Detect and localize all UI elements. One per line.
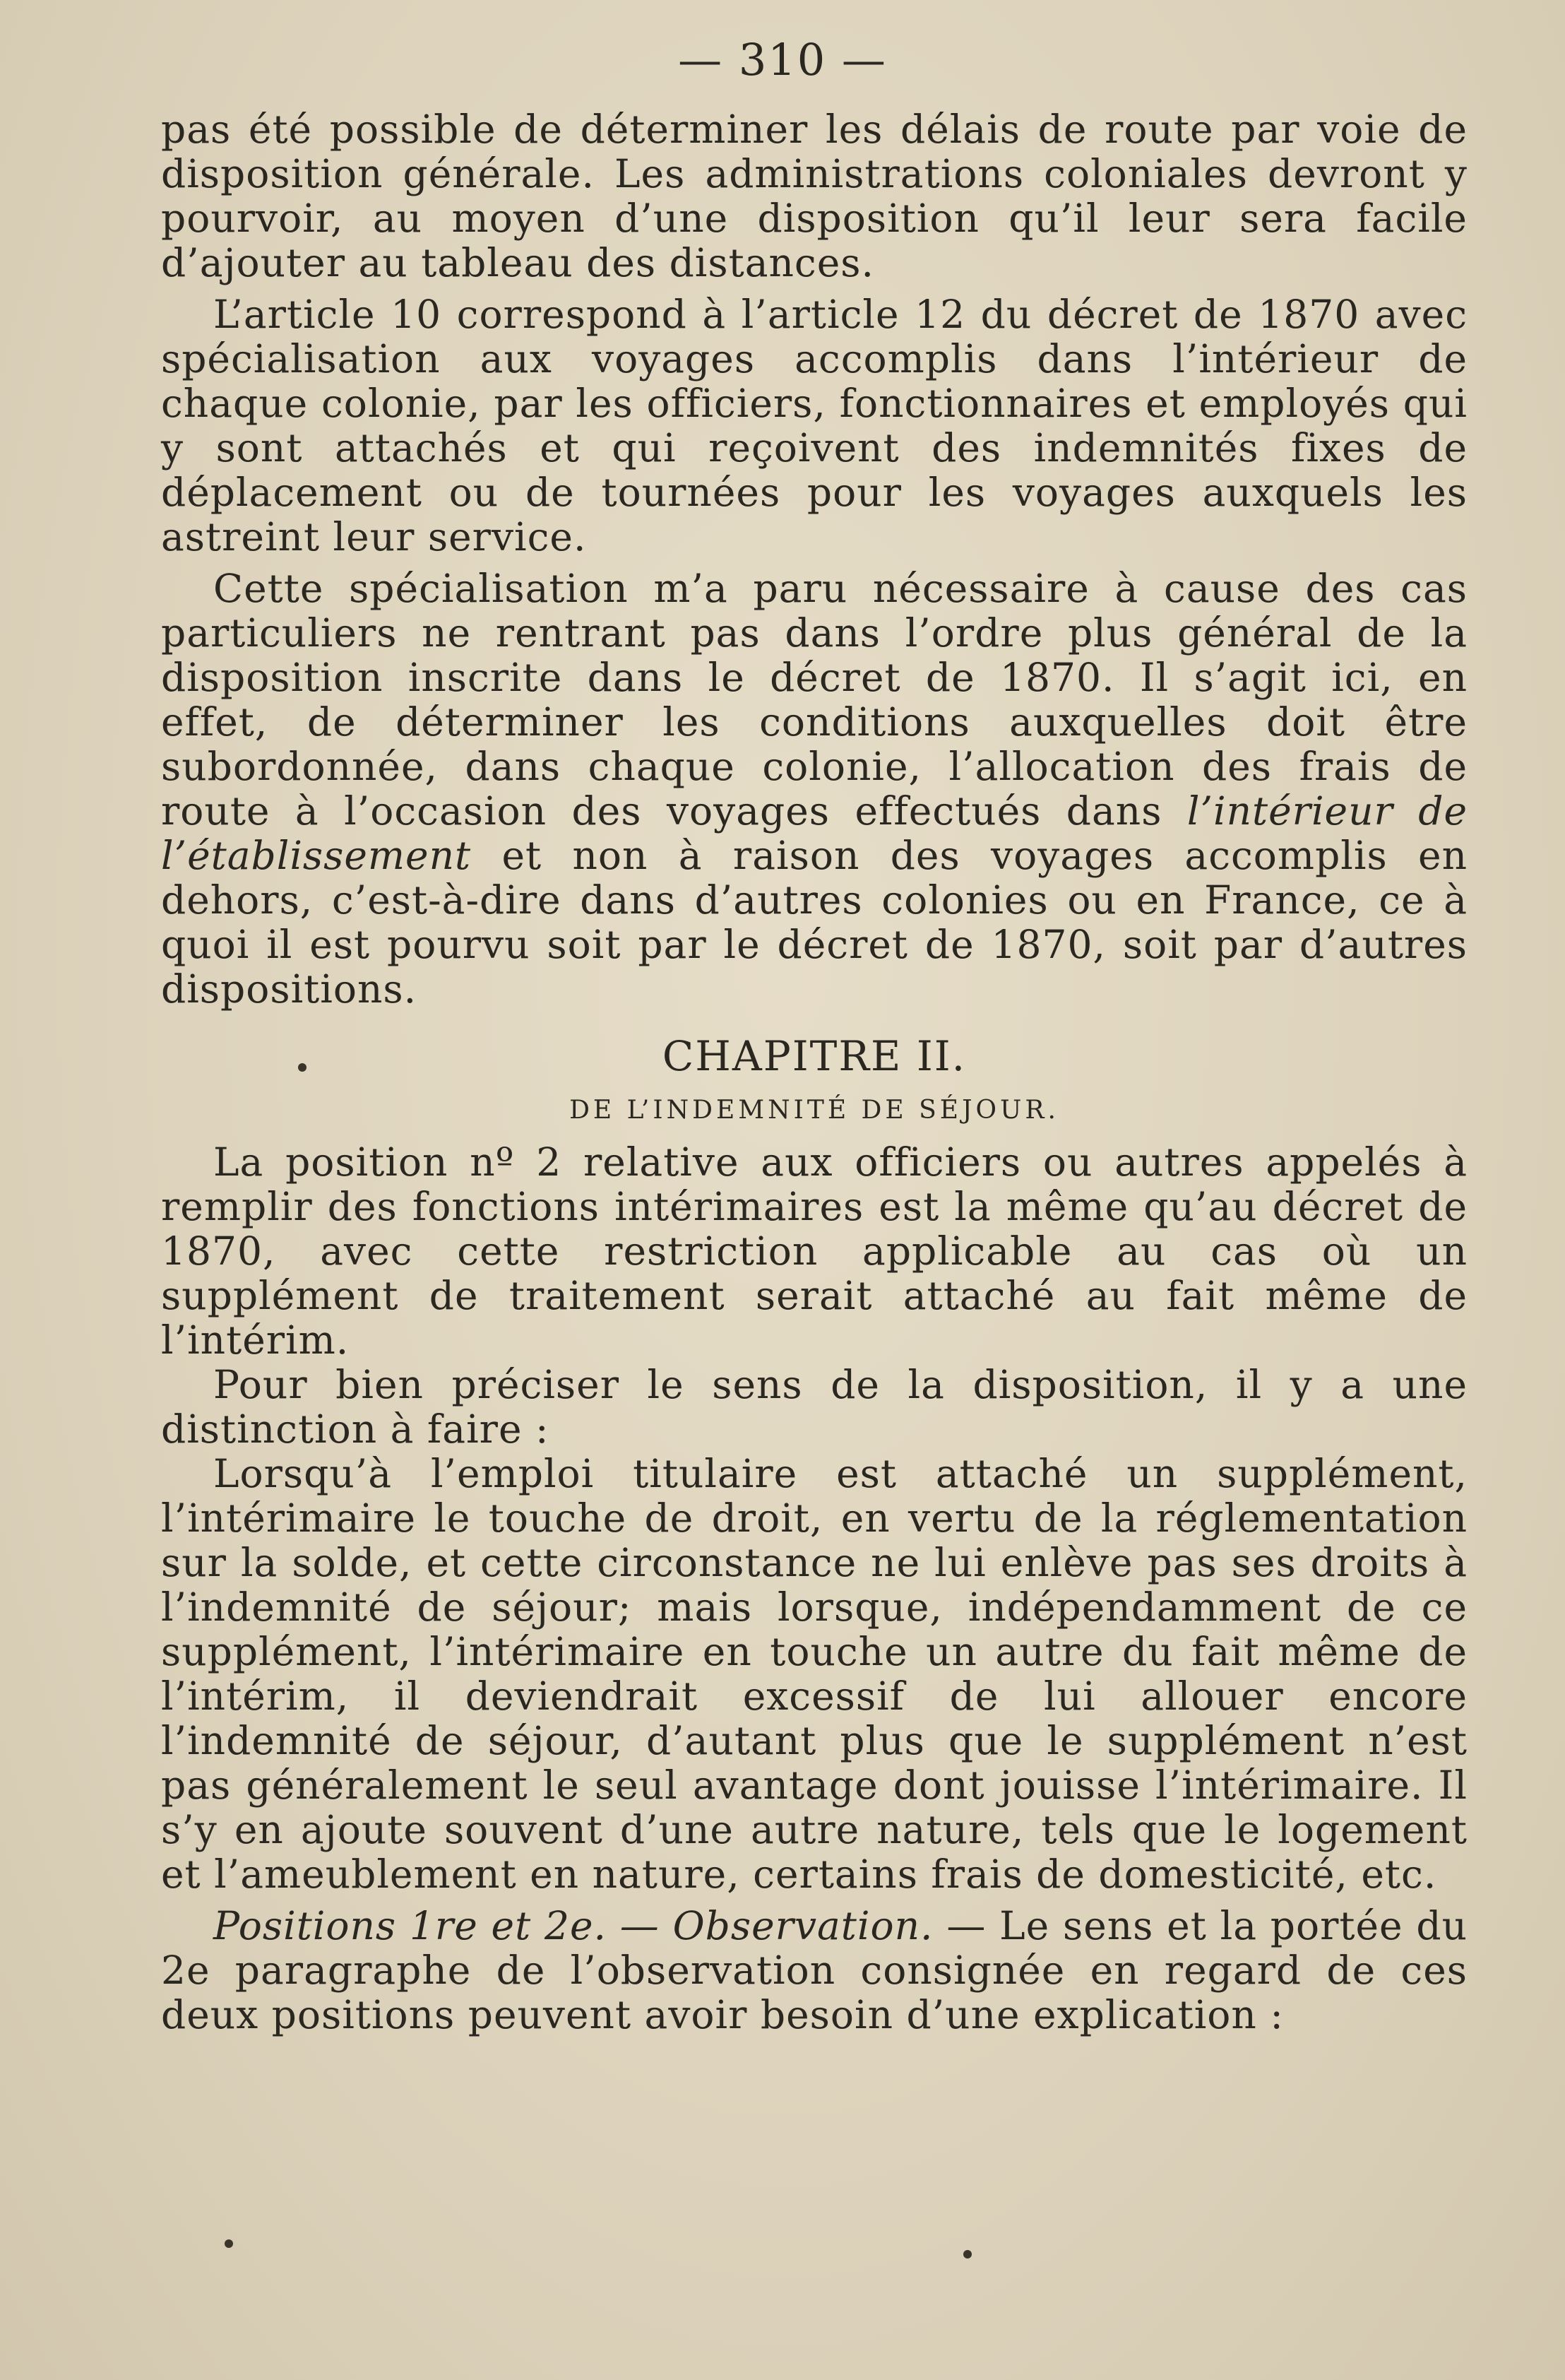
paragraph: L’article 10 correspond à l’article 12 du décret de 1870 avec spécialisation aux voyages accomplis dans l’intérieur de chaque colonie, par les officiers, fonctionnaires et employés qui y sont attachés et qui reçoivent des indemnités fixes de déplacement ou de tournées pour les voyages auxquels les astreint leur service. bbox=[161, 292, 1468, 560]
observation-heading: Positions 1re et 2e. — Observation. bbox=[213, 1903, 934, 1948]
page-body bbox=[161, 107, 1468, 2037]
paragraph bbox=[161, 1904, 1468, 2037]
ink-speck bbox=[298, 1063, 307, 1072]
ink-speck bbox=[963, 2250, 972, 2258]
paragraph-text: Cette spécialisation m’a paru nécessaire à cause des cas particuliers ne rentrant pas dans l’ordre plus général de la disposition inscrite dans le décret de 1870. Il s’agit ici, en effet, de déterminer les conditions auxquelles doit être subordonnée, dans chaque colonie, l’allocation des frais de route à l’occasion des voyages effectués dans bbox=[161, 566, 1468, 834]
italic-phrase: l’intérieur de l’établissement bbox=[161, 788, 1468, 878]
paragraph: Lorsqu’à l’emploi titulaire est attaché un supplément, l’intérimaire le touche de droit, en vertu de la réglementation sur la solde, et cette circonstance ne lui enlève pas ses droits à l’indemnité de séjour; mais lorsque, indépendamment de ce supplément, l’intérimaire en touche un autre du fait même de l’intérim, il deviendrait excessif de lui allouer encore l’indemnité de séjour, d’autant plus que le supplément n’est pas généralement le seul avantage dont jouisse l’intérimaire. Il s’y en ajoute souvent d’une autre nature, tels que le logement et l’ameublement en nature, certains frais de domesticité, etc. bbox=[161, 1451, 1468, 1897]
ink-speck bbox=[225, 2239, 233, 2248]
paragraph: Pour bien préciser le sens de la disposition, il y a une distinction à faire : bbox=[161, 1362, 1468, 1452]
page-number: — 310 — bbox=[678, 34, 887, 85]
paragraph-text: — Le sens et la portée du 2e paragraphe de l’observation consignée en regard de ces deux positions peuvent avoir besoin d’une explication : bbox=[161, 1903, 1468, 2037]
paragraph-text: et non à raison des voyages accomplis en dehors, c’est-à-dire dans d’autres colonies ou en France, ce à quoi il est pourvu soit par le décret de 1870, soit par d’autres dispositions. bbox=[161, 833, 1468, 1012]
paragraph: La position nº 2 relative aux officiers ou autres appelés à remplir des fonctions intérimaires est la même qu’au décret de 1870, avec cette restriction applicable au cas où un supplément de traitement serait attaché au fait même de l’intérim. bbox=[161, 1139, 1468, 1363]
chapter-title: CHAPITRE II. bbox=[662, 1032, 967, 1080]
paragraph bbox=[161, 567, 1468, 1012]
chapter-subtitle: DE L’INDEMNITÉ DE SÉJOUR. bbox=[569, 1096, 1059, 1125]
paragraph: pas été possible de déterminer les délais de route par voie de disposition générale. Les administrations coloniales devront y pourvoir, au moyen d’une disposition qu’il leur sera facile d’ajouter au tableau des distances. bbox=[161, 107, 1468, 285]
